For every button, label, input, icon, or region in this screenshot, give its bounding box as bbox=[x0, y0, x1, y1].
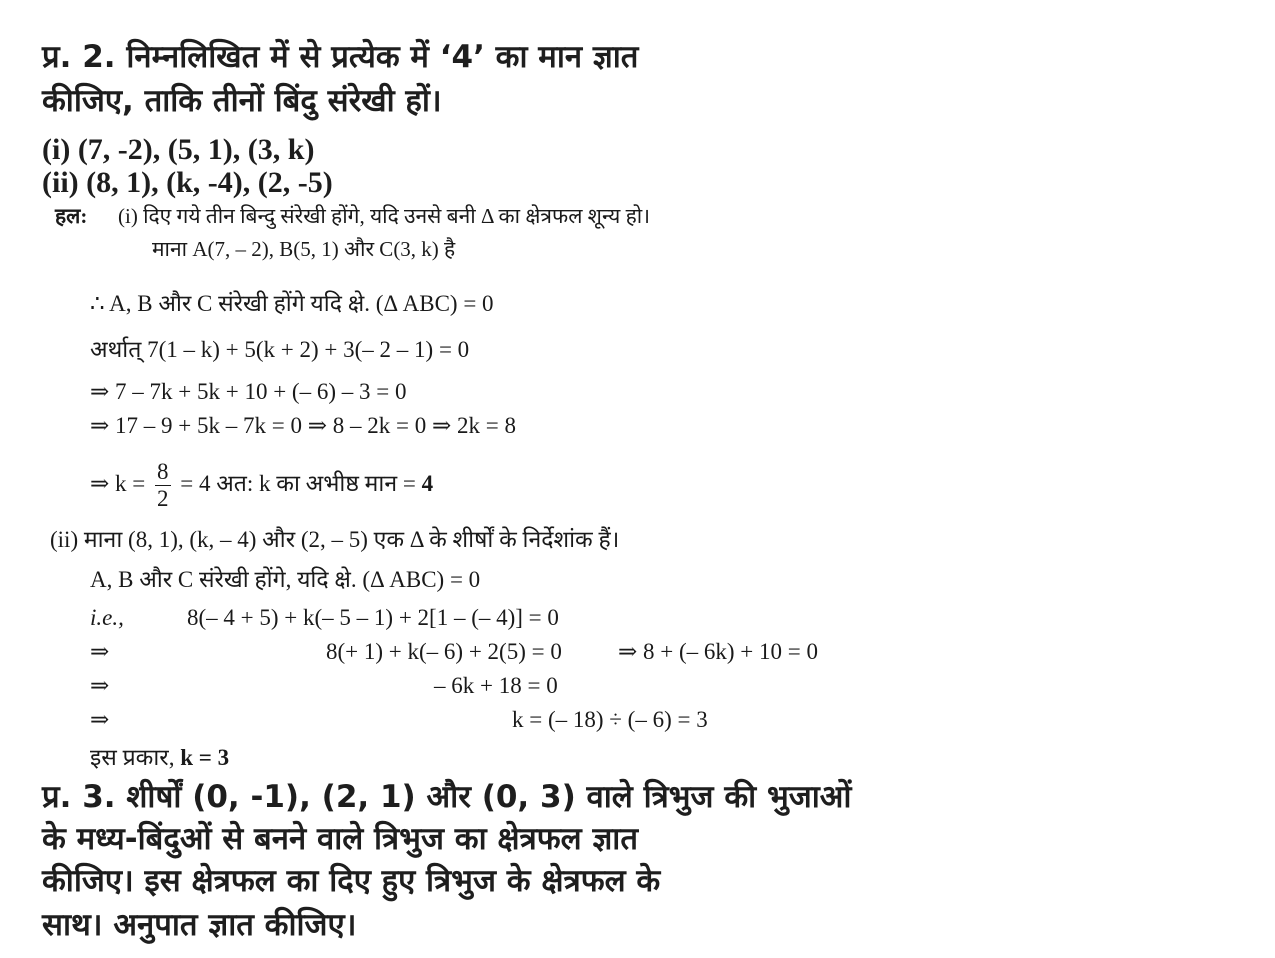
step-5-lhs: ⇒ k = bbox=[90, 471, 146, 496]
question-3-line-4: साथ। अनुपात ज्ञात कीजिए। bbox=[42, 907, 357, 943]
step-5-answer: 4 bbox=[421, 471, 434, 496]
solution-step-2: अर्थात् 7(1 – k) + 5(k + 2) + 3(– 2 – 1) = 0 bbox=[90, 337, 470, 362]
arrow-eq-4: ⇒ bbox=[90, 707, 110, 732]
arrow-eq-3: ⇒ bbox=[90, 673, 110, 698]
solution-step-3: ⇒ 7 – 7k + 5k + 10 + (– 6) – 3 = 0 bbox=[90, 379, 407, 404]
solution-part-ii-intro: (ii) माना (8, 1), (k, – 4) और (2, – 5) एक Δ के शीर्षों के निर्देशांक हैं। bbox=[50, 527, 620, 552]
question-3-line-2: के मध्य-बिंदुओं से बनने वाले त्रिभुज का क्षेत्रफल ज्ञात bbox=[42, 821, 639, 857]
fraction-numerator: 8 bbox=[157, 459, 169, 485]
solution-part-ii-condition: A, B और C संरेखी होंगे, यदि क्षे. (Δ ABC) = 0 bbox=[90, 567, 481, 592]
solution-part-ii-eq-3: – 6k + 18 = 0 bbox=[434, 673, 558, 698]
solution-conclusion bbox=[90, 744, 229, 772]
conclusion-text: इस प्रकार, bbox=[90, 745, 181, 770]
question-2-part-i: (i) (7, -2), (5, 1), (3, k) bbox=[42, 133, 315, 166]
arrow-eq-2: ⇒ bbox=[90, 639, 110, 664]
solution-assume: माना A(7, – 2), B(5, 1) और C(3, k) है bbox=[152, 237, 456, 261]
fraction-8-over-2 bbox=[155, 459, 171, 512]
conclusion-answer: k = 3 bbox=[180, 745, 230, 770]
fraction-denominator: 2 bbox=[157, 486, 169, 512]
solution-part-ii-eq-2: 8(+ 1) + k(– 6) + 2(5) = 0 bbox=[326, 639, 562, 664]
solution-step-4: ⇒ 17 – 9 + 5k – 7k = 0 ⇒ 8 – 2k = 0 ⇒ 2k = 8 bbox=[90, 413, 516, 438]
question-2-line-2: कीजिए, ताकि तीनों बिंदु संरेखी हों। bbox=[42, 83, 442, 119]
solution-intro: (i) दिए गये तीन बिन्दु संरेखी होंगे, यदि उनसे बनी Δ का क्षेत्रफल शून्य हो। bbox=[118, 204, 651, 228]
solution-part-ii-ie: i.e., bbox=[90, 605, 124, 630]
solution-part-ii-eq-2b: ⇒ 8 + (– 6k) + 10 = 0 bbox=[618, 639, 819, 664]
solution-step-1: ∴ A, B और C संरेखी होंगे यदि क्षे. (Δ ABC) = 0 bbox=[90, 291, 494, 316]
solution-part-ii-eq-1: 8(– 4 + 5) + k(– 5 – 1) + 2[1 – (– 4)] = 0 bbox=[187, 605, 559, 630]
question-2-part-ii: (ii) (8, 1), (k, -4), (2, -5) bbox=[42, 166, 333, 199]
solution-part-ii-eq-4: k = (– 18) ÷ (– 6) = 3 bbox=[512, 707, 708, 732]
step-5-rhs: = 4 अत: k का अभीष्ठ मान = bbox=[180, 471, 422, 496]
question-3-line-1: प्र. 3. शीर्षों (0, -1), (2, 1) और (0, 3) वाले त्रिभुज की भुजाओं bbox=[42, 779, 852, 815]
question-3-line-3: कीजिए। इस क्षेत्रफल का दिए हुए त्रिभुज के क्षेत्रफल के bbox=[42, 863, 661, 899]
solution-label: हल: bbox=[55, 204, 88, 228]
solution-step-5 bbox=[90, 458, 433, 512]
question-2-line-1: प्र. 2. निम्नलिखित में से प्रत्येक में ‘4’ का मान ज्ञात bbox=[42, 39, 639, 75]
